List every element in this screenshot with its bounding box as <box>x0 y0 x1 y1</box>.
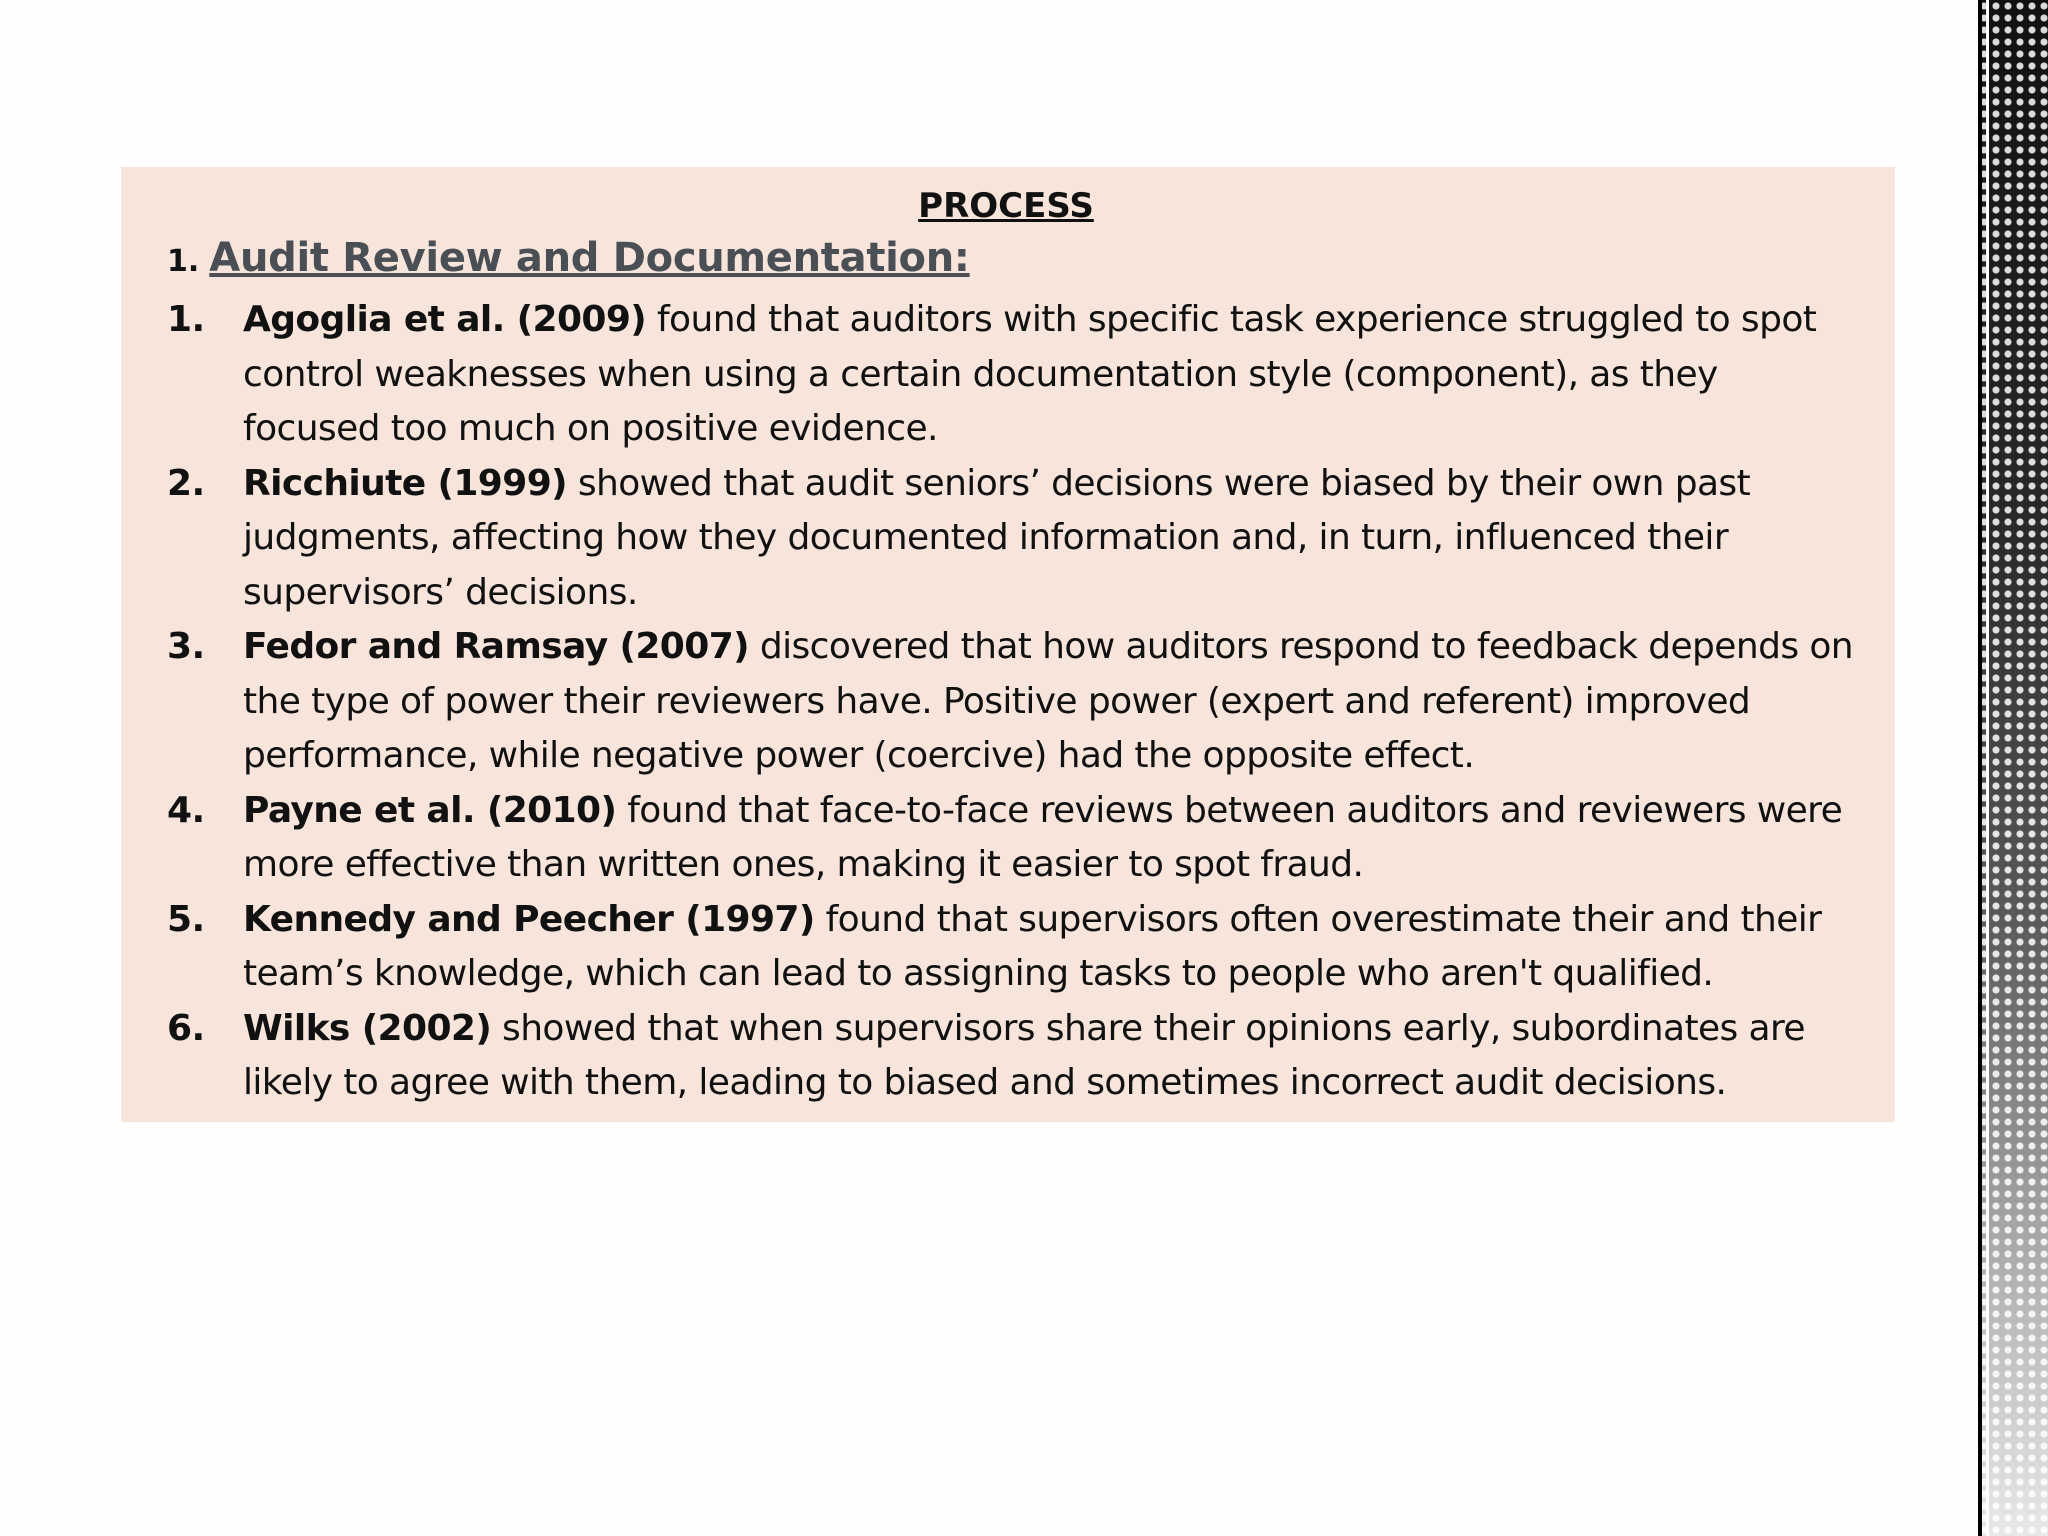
item-body <box>243 784 1855 893</box>
list-item <box>167 1002 1855 1111</box>
findings-list <box>167 293 1855 1111</box>
item-author: Agoglia et al. (2009) <box>243 299 647 340</box>
item-text: found that face-to-face reviews between auditors and reviewers were more effective than written ones, making it easier to spot fraud. <box>243 789 1843 885</box>
item-author: Fedor and Ramsay (2007) <box>243 626 750 667</box>
item-author: Payne et al. (2010) <box>243 789 617 831</box>
content-box <box>121 167 1895 1122</box>
item-text: found that supervisors often overestimate their and their team’s knowledge, which can lead to assigning tasks to people who aren't qualified. <box>243 898 1822 994</box>
section-title: Audit Review and Documentation: <box>209 235 970 281</box>
item-body <box>243 893 1855 1002</box>
decorative-edge-line <box>1986 0 1989 1536</box>
item-body <box>243 293 1855 457</box>
item-text: found that auditors with specific task experience struggled to spot control weaknesses when using a certain documentation style (component), as they focused too much on positive evidence. <box>243 299 1817 449</box>
list-item <box>167 620 1855 784</box>
item-text: showed that audit seniors’ decisions were biased by their own past judgments, affecting how they documented information and, in turn, influenced their supervisors’ decisions. <box>243 462 1751 613</box>
list-item <box>167 784 1855 893</box>
item-number: 1. <box>167 299 205 340</box>
item-number: 6. <box>167 1007 205 1049</box>
item-text: discovered that how auditors respond to feedback depends on the type of power their reviewers have. Positive power (expert and referent) improved performance, while negative power (coercive) had the opposite effect. <box>243 626 1853 776</box>
item-author: Ricchiute (1999) <box>243 462 567 504</box>
item-body <box>243 457 1855 621</box>
slide-title: PROCESS <box>918 186 1094 226</box>
item-body <box>243 620 1855 784</box>
item-number: 3. <box>167 626 205 667</box>
item-number: 2. <box>167 462 205 504</box>
list-item <box>167 293 1855 457</box>
decorative-edge-line <box>1978 0 1982 1536</box>
section-number: 1. <box>167 244 200 279</box>
item-number: 4. <box>167 789 205 831</box>
item-author: Kennedy and Peecher (1997) <box>243 898 815 940</box>
item-text: showed that when supervisors share their opinions early, subordinates are likely to agree with them, leading to biased and sometimes incorrect audit decisions. <box>243 1007 1805 1103</box>
item-author: Wilks (2002) <box>243 1007 492 1049</box>
item-body <box>243 1002 1855 1111</box>
list-item <box>167 893 1855 1002</box>
list-item <box>167 457 1855 621</box>
item-number: 5. <box>167 898 205 940</box>
section-heading <box>167 229 1855 291</box>
